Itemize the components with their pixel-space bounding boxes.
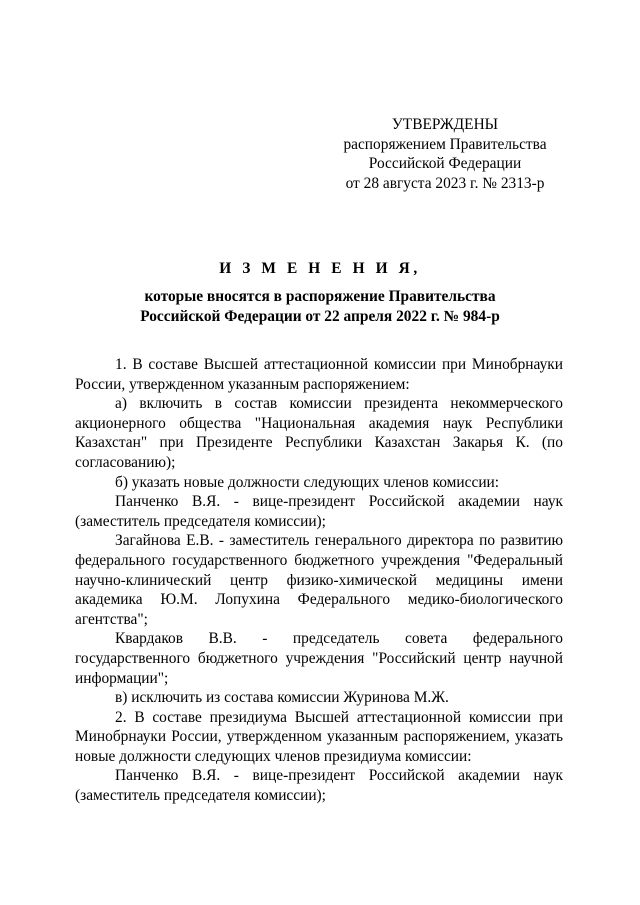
paragraph-item-1: 1. В составе Высшей аттестационной комиссии при Минобрнауки России, утвержденном указанным распоряжением: — [75, 356, 563, 393]
approval-stamp — [330, 115, 560, 193]
document-body — [75, 355, 563, 806]
member-entry: Панченко В.Я. - вице-президент Российской академии наук (заместитель председателя комиссии); — [75, 493, 563, 530]
document-subtitle — [0, 287, 640, 326]
member-entry: Панченко В.Я. - вице-президент Российской академии наук (заместитель председателя комиссии); — [75, 767, 563, 805]
member-entry: Квардаков В.В. - председатель совета федерального государственного бюджетного учреждения "Российский центр научной информации"; — [75, 630, 563, 687]
approval-line: Российской Федерации — [368, 155, 522, 172]
paragraph-subitem-c: в) исключить из состава комиссии Журинова М.Ж. — [115, 689, 449, 707]
approval-title: УТВЕРЖДЕНЫ — [391, 116, 499, 133]
paragraph-subitem-a: а) включить в состав комиссии президента некоммерческого акционерного общества "Национальная академия наук Республики Казахстан" при Президенте Республики Казахстан Закарья К. (по согласованию); — [75, 395, 563, 471]
approval-date: от 28 августа 2023 г. № 2313-р — [345, 174, 545, 192]
subtitle-line: которые вносятся в распоряжение Правительства — [144, 288, 496, 305]
approval-line: распоряжением Правительства — [343, 135, 547, 153]
document-title: И З М Е Н Е Н И Я, — [219, 260, 421, 277]
subtitle-line: Российской Федерации от 22 апреля 2022 г. № 984-р — [140, 307, 500, 325]
paragraph-subitem-b: б) указать новые должности следующих членов комиссии: — [115, 473, 500, 491]
paragraph-item-2: 2. В составе президиума Высшей аттестационной комиссии при Минобрнауки России, утвержденном указанным распоряжением, указать новые должности следующих членов президиума комиссии: — [75, 708, 563, 765]
member-entry: Загайнова Е.В. - заместитель генерального директора по развитию федерального государственного бюджетного учреждения "Федеральный научно-клинический центр физико-химической медицины имени академика Ю.М. Лопухина Федерального медико-биологического агентства"; — [75, 532, 563, 628]
